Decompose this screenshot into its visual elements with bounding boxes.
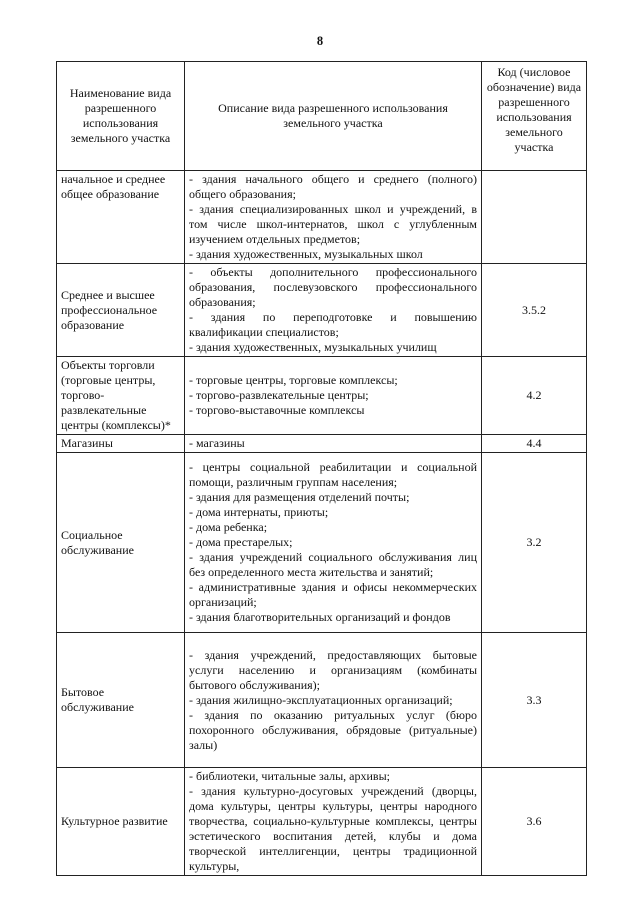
row-description <box>185 171 482 264</box>
land-use-table <box>56 61 587 876</box>
row-name: Магазины <box>57 435 185 453</box>
row-description <box>185 633 482 768</box>
description-line: - торгово-выставочные комплексы <box>189 403 365 417</box>
description-line: - торговые центры, торговые комплексы; <box>189 373 398 387</box>
description-line: - дома интернаты, приюты; <box>189 505 329 519</box>
description-line: - центры социальной реабилитации и социальной помощи, различным группам населения; <box>189 460 477 489</box>
header-code: Код (числовое обозначение) вида разрешенного использования земельного участка <box>482 62 587 171</box>
description-line: - здания по оказанию ритуальных услуг (бюро похоронного обслуживания, обрядовые (ритуальные) залы) <box>189 707 477 752</box>
table-row <box>57 435 587 453</box>
row-code: 3.2 <box>482 453 587 633</box>
description-line: - здания специализированных школ и учреждений, в том числе школ-интернатов, школ с углубленным изучением отдельных предметов; <box>189 202 477 246</box>
description-line: - здания художественных, музыкальных училищ <box>189 340 437 354</box>
table-row <box>57 264 587 357</box>
table-header-row <box>57 62 587 171</box>
table-row <box>57 768 587 876</box>
description-line: - здания художественных, музыкальных школ <box>189 247 423 261</box>
row-name: Культурное развитие <box>57 768 185 876</box>
row-code: 4.2 <box>482 357 587 435</box>
row-code: 3.6 <box>482 768 587 876</box>
table-row <box>57 633 587 768</box>
header-name: Наименование вида разрешенного использования земельного участка <box>57 62 185 171</box>
description-line: - объекты дополнительного профессионального образования, послевузовского профессионального образования; <box>189 265 477 309</box>
description-line: - дома престарелых; <box>189 535 293 549</box>
row-code: 4.4 <box>482 435 587 453</box>
description-line: - торгово-развлекательные центры; <box>189 388 369 402</box>
row-code: 3.3 <box>482 633 587 768</box>
row-name: Объекты торговли (торговые центры, торгово-развлекательные центры (комплексы)* <box>57 357 185 435</box>
row-name: Социальное обслуживание <box>57 453 185 633</box>
table-row <box>57 453 587 633</box>
row-description <box>185 435 482 453</box>
description-line: - здания культурно-досуговых учреждений (дворцы, дома культуры, центры культуры, центры народного творчества, социально-культурные комплексы, центры эстетического воспитания детей, клубы и дома творческой интеллигенции, центры традиционной культуры, <box>189 784 477 873</box>
row-name: начальное и среднее общее образование <box>57 171 185 264</box>
table-row <box>57 357 587 435</box>
description-line: - здания благотворительных организаций и фондов <box>189 610 451 624</box>
description-line: - библиотеки, читальные залы, архивы; <box>189 769 390 783</box>
row-name: Бытовое обслуживание <box>57 633 185 768</box>
description-line: - здания учреждений социального обслуживания лиц без определенного места жительства и занятий; <box>189 550 477 579</box>
description-line: - административные здания и офисы некоммерческих организаций; <box>189 580 477 609</box>
description-line: - здания для размещения отделений почты; <box>189 490 410 504</box>
row-name: Среднее и высшее профессиональное образование <box>57 264 185 357</box>
row-description <box>185 768 482 876</box>
description-line: - здания учреждений, предоставляющих бытовые услуги населению и организациям (комбинаты бытового обслуживания); <box>189 647 477 692</box>
row-code <box>482 171 587 264</box>
row-description <box>185 264 482 357</box>
description-line: - магазины <box>189 436 245 450</box>
row-description <box>185 357 482 435</box>
description-line: - здания начального общего и среднего (полного) общего образования; <box>189 172 477 201</box>
description-line: - здания по переподготовке и повышению квалификации специалистов; <box>189 310 477 339</box>
description-line: - дома ребенка; <box>189 520 268 534</box>
page-number: 8 <box>316 34 324 48</box>
table-row <box>57 171 587 264</box>
header-description: Описание вида разрешенного использования земельного участка <box>185 62 482 171</box>
row-code: 3.5.2 <box>482 264 587 357</box>
description-line: - здания жилищно-эксплуатационных организаций; <box>189 692 453 707</box>
row-description <box>185 453 482 633</box>
